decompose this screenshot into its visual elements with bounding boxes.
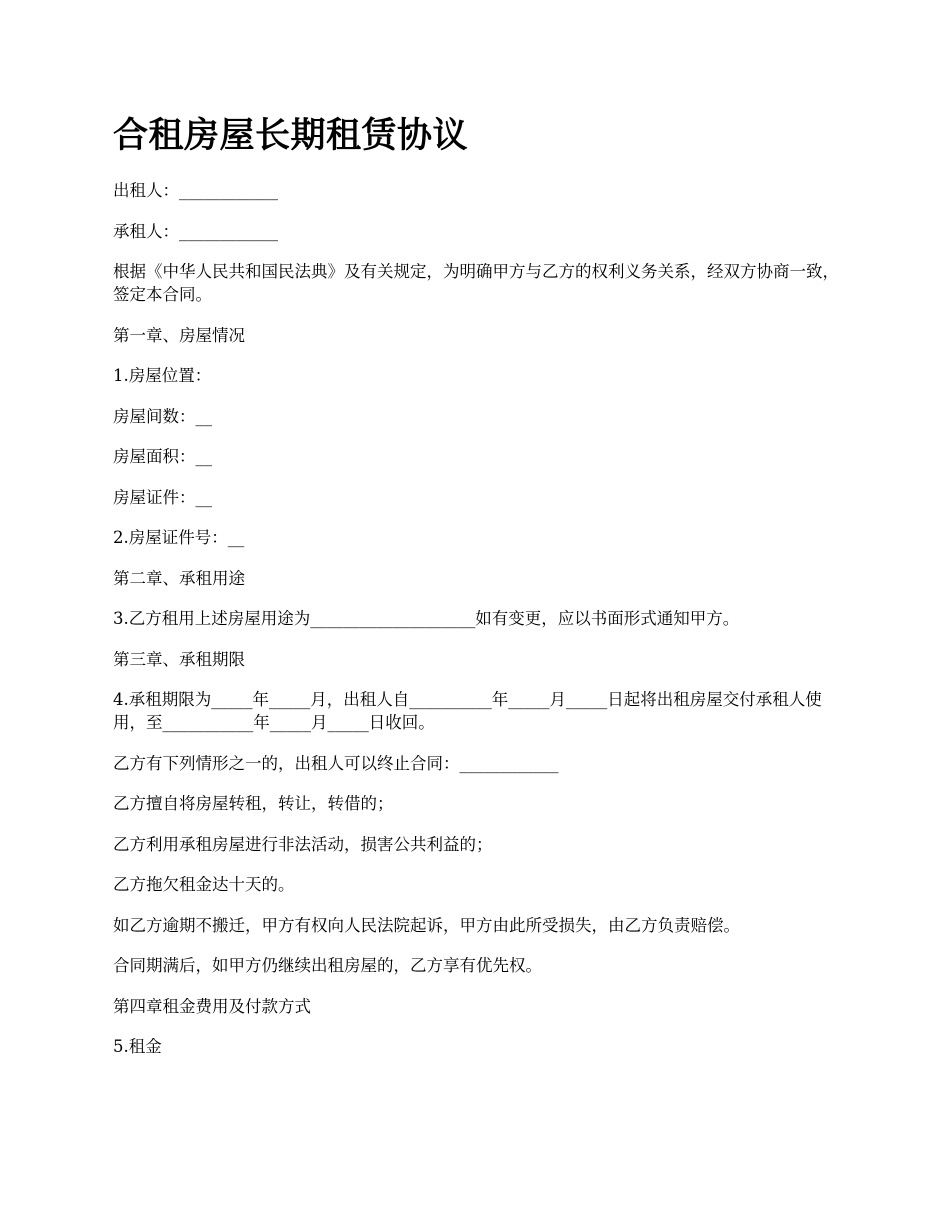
lessor-line: 出租人：____________ xyxy=(113,181,278,200)
clause-paragraph: 如乙方逾期不搬迁，甲方有权向人民法院起诉，甲方由此所受损失，由乙方负责赔偿。 xyxy=(113,915,740,935)
clause-paragraph: 乙方擅自将房屋转租，转让，转借的； xyxy=(113,794,394,813)
clause-paragraph: 房屋间数：__ xyxy=(113,406,212,426)
clause-paragraph: 4.承租期限为_____年_____月，出租人自__________年_____月_____日起将出租房屋交付承租人使用，至___________年_____月_____日收回。 xyxy=(113,690,822,732)
clause-paragraph: 1.房屋位置： xyxy=(113,366,212,385)
chapter-heading: 第二章、承租用途 xyxy=(113,568,245,588)
clause-paragraph: 乙方利用承租房屋进行非法活动，损害公共利益的； xyxy=(113,834,493,854)
clause-paragraph: 3.乙方租用上述房屋用途为____________________如有变更，应以书面形式通知甲方。 xyxy=(113,609,740,628)
chapter-heading: 第四章租金费用及付款方式 xyxy=(113,996,311,1016)
chapter-heading: 第三章、承租期限 xyxy=(113,649,245,669)
document-title: 合租房屋长期租赁协议 xyxy=(113,116,469,156)
lessee-line: 承租人：____________ xyxy=(113,221,278,241)
clause-paragraph: 房屋证件：__ xyxy=(113,487,212,507)
clause-paragraph: 乙方有下列情形之一的，出租人可以终止合同：____________ xyxy=(113,753,559,773)
clause-paragraph: 合同期满后，如甲方仍继续出租房屋的，乙方享有优先权。 xyxy=(113,956,542,975)
clause-paragraph: 乙方拖欠租金达十天的。 xyxy=(113,875,295,894)
document-page xyxy=(113,110,843,1076)
clause-paragraph: 房屋面积：__ xyxy=(113,447,212,466)
preamble-paragraph: 根据《中华人民共和国民法典》及有关规定，为明确甲方与乙方的权利义务关系，经双方协商一致，签定本合同。 xyxy=(113,262,839,304)
clause-paragraph: 2.房屋证件号：__ xyxy=(113,528,245,547)
clause-paragraph: 5.租金 xyxy=(113,1037,162,1056)
chapter-heading: 第一章、房屋情况 xyxy=(113,325,245,345)
